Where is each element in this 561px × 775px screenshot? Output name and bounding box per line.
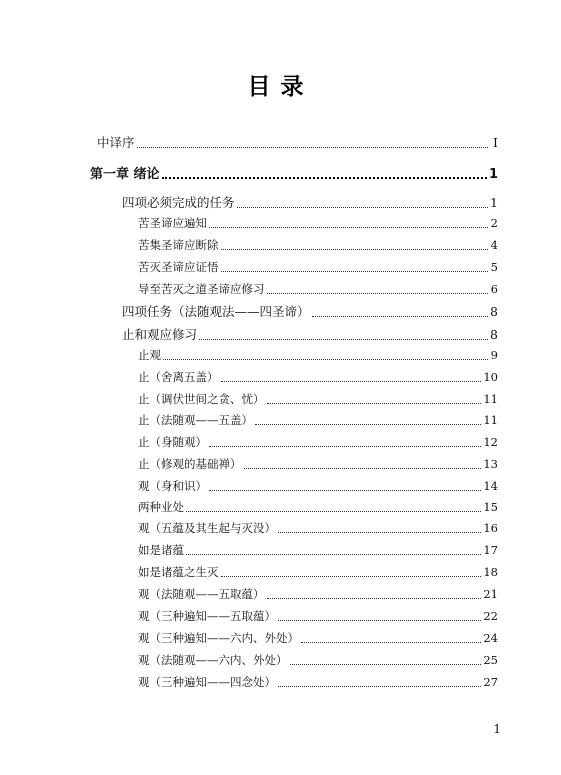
dot-leader [278, 686, 481, 687]
toc-entry-label: 如是诸蕴之生灭 [138, 565, 219, 579]
toc-entry-label: 止（修观的基础禅） [138, 457, 242, 471]
toc-entry-page: I [493, 135, 498, 150]
toc-entry[interactable] [138, 215, 498, 231]
toc-entry-label: 苦集圣谛应断除 [138, 238, 219, 252]
dot-leader [244, 468, 482, 469]
toc-entry[interactable] [138, 478, 498, 494]
toc-entry-page: 10 [483, 370, 498, 384]
toc-entry-label: 两种业处 [138, 500, 184, 514]
toc-entry[interactable] [122, 325, 498, 343]
toc-entry[interactable] [122, 193, 498, 211]
dot-leader [255, 424, 481, 425]
toc-entry-page: 25 [483, 653, 498, 667]
toc-entry-page: 5 [490, 260, 498, 274]
toc-entry-label: 第一章 绪论 [90, 167, 160, 182]
toc-entry-page: 21 [483, 587, 498, 601]
dot-leader [209, 227, 488, 228]
dot-leader [290, 664, 482, 665]
dot-leader [267, 598, 482, 599]
toc-entry-label: 中译序 [97, 135, 135, 150]
toc-entry-page: 12 [483, 435, 498, 449]
toc-entry[interactable] [138, 652, 498, 668]
toc-entry-label: 止和观应修习 [122, 327, 198, 342]
dot-leader [199, 339, 488, 340]
toc-entry-page: 22 [483, 609, 498, 623]
toc-entry[interactable] [138, 542, 498, 558]
toc-entry[interactable] [138, 674, 498, 690]
toc-entry-page: 9 [490, 348, 498, 362]
page-title: 目录 [247, 74, 314, 100]
dot-leader [221, 381, 482, 382]
dot-leader [237, 207, 488, 208]
toc-entry-label: 止（舍离五盖） [138, 370, 219, 384]
toc-entry-page: 11 [483, 392, 498, 406]
toc-entry-page: 16 [483, 521, 498, 535]
dot-leader [221, 271, 489, 272]
dot-leader [186, 554, 481, 555]
toc-entry-page: 2 [490, 216, 498, 230]
toc-entry-page: 1 [490, 195, 498, 210]
toc-entry-label: 止（身随观） [138, 435, 207, 449]
toc-entry-label: 苦灭圣谛应证悟 [138, 260, 219, 274]
dot-leader [301, 642, 481, 643]
toc-entry-page: 13 [483, 457, 498, 471]
toc-entry-page: 27 [483, 675, 498, 689]
toc-entry[interactable] [138, 499, 498, 515]
toc-entry-label: 止（调伏世间之贪、忧） [138, 392, 265, 406]
toc-entry[interactable] [138, 586, 498, 602]
dot-leader [221, 249, 489, 250]
dot-leader [209, 490, 481, 491]
toc-entry[interactable] [138, 608, 498, 624]
toc-entry-page: 15 [483, 500, 498, 514]
dot-leader [267, 403, 482, 404]
toc-entry[interactable] [138, 259, 498, 275]
toc-entry-page: 17 [483, 543, 498, 557]
toc-entry[interactable] [122, 302, 498, 320]
toc-entry[interactable] [138, 237, 498, 253]
toc-entry-label: 四项任务（法随观法——四圣谛） [122, 304, 310, 319]
toc-entry-page: 8 [490, 327, 498, 342]
toc-entry-page: 11 [483, 413, 498, 427]
toc-entry-label: 观（法随观——六内、外处） [138, 653, 288, 667]
toc-entry-label: 导至苦灭之道圣谛应修习 [138, 282, 265, 296]
dot-leader [267, 293, 489, 294]
toc-entry-label: 观（三种遍知——四念处） [138, 675, 276, 689]
toc-entry[interactable] [138, 412, 498, 428]
toc-entry[interactable] [138, 456, 498, 472]
toc-entry[interactable] [138, 434, 498, 450]
toc-entry[interactable] [138, 369, 498, 385]
toc-entry[interactable] [138, 520, 498, 536]
dot-leader [163, 359, 488, 360]
dot-leader [162, 177, 487, 179]
dot-leader [209, 446, 481, 447]
dot-leader [186, 511, 481, 512]
toc-entry-label: 止观 [138, 348, 161, 362]
toc-entry-label: 观（三种遍知——五取蕴） [138, 609, 276, 623]
dot-leader [278, 532, 481, 533]
toc-entry-page: 6 [490, 282, 498, 296]
toc-entry-label: 如是诸蕴 [138, 543, 184, 557]
toc-entry-label: 止（法随观——五盖） [138, 413, 253, 427]
toc-entry-page: 24 [483, 631, 498, 645]
toc-chapter-entry[interactable] [90, 163, 498, 182]
toc-entry[interactable] [138, 391, 498, 407]
toc-entry-page: 18 [483, 565, 498, 579]
toc-entry-label: 观（身和识） [138, 479, 207, 493]
toc-entry-label: 观（三种遍知——六内、外处） [138, 631, 299, 645]
dot-leader [312, 316, 488, 317]
toc-entry-page: 14 [483, 479, 498, 493]
toc-entry-page: 1 [488, 167, 498, 182]
toc-entry[interactable] [138, 630, 498, 646]
toc-entry[interactable] [138, 564, 498, 580]
toc-entry-label: 观（法随观——五取蕴） [138, 587, 265, 601]
toc-entry-page: 4 [490, 238, 498, 252]
dot-leader [137, 147, 488, 148]
dot-leader [278, 620, 481, 621]
toc-entry-label: 四项必须完成的任务 [122, 195, 235, 210]
toc-entry-page: 8 [490, 304, 498, 319]
toc-entry[interactable] [138, 347, 498, 363]
toc-entry[interactable] [97, 133, 498, 151]
toc-entry[interactable] [138, 281, 498, 297]
toc-entry-label: 观（五蕴及其生起与灭没） [138, 521, 276, 535]
toc-entry-label: 苦圣谛应遍知 [138, 216, 207, 230]
dot-leader [221, 576, 482, 577]
page-number: 1 [493, 722, 501, 736]
